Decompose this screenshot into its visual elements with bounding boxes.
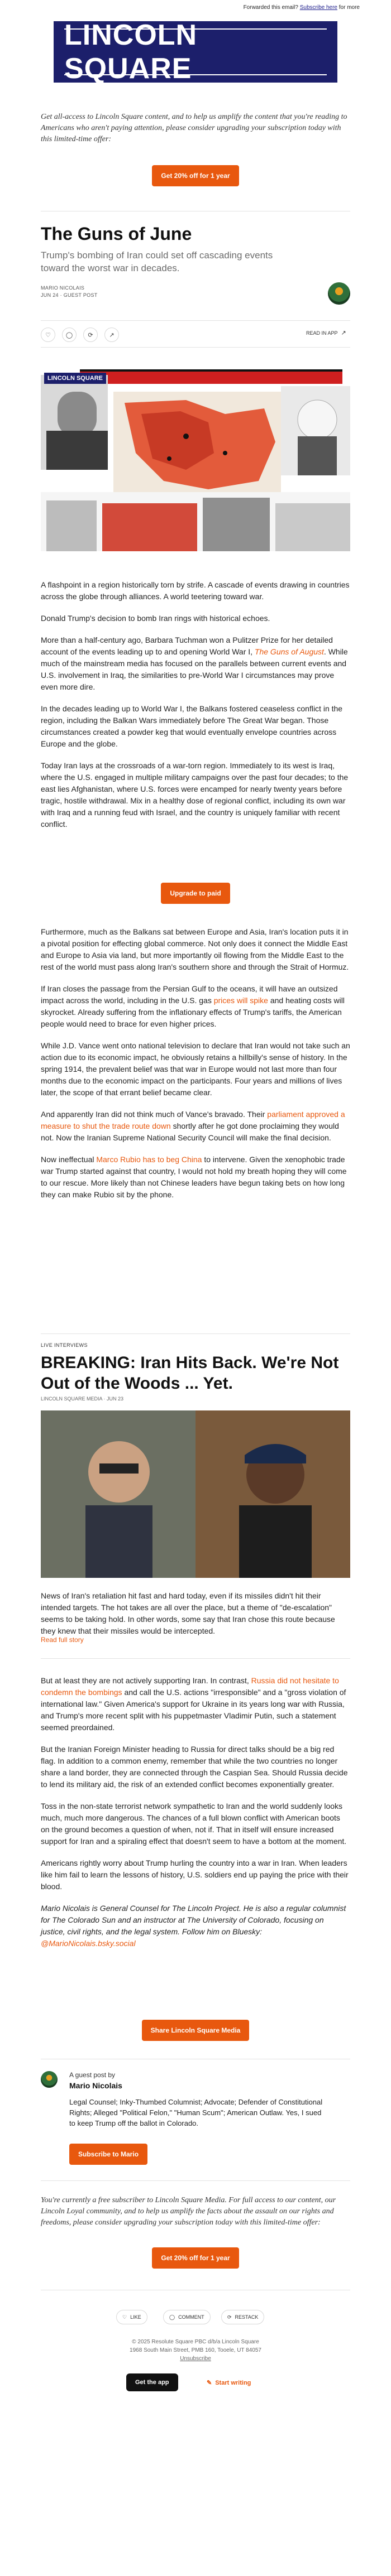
paragraph: If Iran closes the passage from the Persian Gulf to the oceans, it will have an outsized impact across the world, including in the U.S. gas prices will spike and heating costs will skyrocket. Already suffering from the inflationary effects of Trump's tariffs, the American people would need to brace for even higher prices. [41, 984, 345, 1028]
subscribe-to-author-button[interactable]: Subscribe to Mario [69, 2144, 147, 2165]
masthead-title: LINCOLN SQUARE [64, 19, 198, 85]
get-app-button[interactable]: Get the app [126, 2373, 178, 2391]
start-writing-button[interactable]: ✎ Start writing [207, 2379, 251, 2386]
paragraph: More than a half-century ago, Barbara Tuchman won a Pulitzer Prize for her detailed account of the events leading up to and opening World War I, The Guns of August. While much of the mainstream media has focused on the parallels between current events and U.S. involvement in Iraq, the similarities to pre-World War I circumstances may prove even more dire. [41, 635, 348, 691]
paragraph: But at least they are not actively supporting Iran. In contrast, Russia did not hesitate to condemn the bombings and call the U.S. actions "irresponsible" and a "gross violation of international law." Given America's support for Ukraine in its years long war with Russia, and Trump's more recent split with his puppetmaster Vladimir Putin, such a statement seemed preordained. [41, 1676, 346, 1732]
guest-bio: Legal Counsel; Inky-Thumbed Columnist; Advocate; Defender of Constitutional Rights; Alleged "Political Felon," "Human Scum"; American Outlaw. Yes, I sued to keep Trump off the ballot in Colorado. [69, 2098, 323, 2127]
guest-label: A guest post by [69, 2071, 116, 2079]
rubio-link[interactable]: Marco Rubio has to beg China [96, 1155, 202, 1164]
divider [41, 1658, 350, 1659]
paragraph: While J.D. Vance went onto national television to declare that Iran would not take such an action due to its economic impact, he obviously retains a hillbilly's sense of history. In the spring 1914, the prevalent belief was that war in Europe would not last more than four months due to the economic impact on the participants. Four years and millions of lives later, the scope of that errant belief became clear. [41, 1041, 350, 1097]
discount-button[interactable]: Get 20% off for 1 year [152, 165, 239, 186]
share-publication-button[interactable]: Share Lincoln Square Media [142, 2020, 250, 2041]
comment-icon[interactable]: ◯ [62, 328, 77, 342]
forwarded-notice: Forwarded this email? Subscribe here for more [243, 4, 360, 11]
footer-restack-button[interactable]: ⟳ RESTACK [221, 2310, 264, 2324]
divider [41, 1333, 350, 1334]
embed-label: LIVE INTERVIEWS [41, 1342, 88, 1348]
paragraph: Donald Trump's decision to bomb Iran rings with historical echoes. [41, 614, 270, 623]
embed-video-thumbnail[interactable] [41, 1410, 350, 1578]
interview-thumbnail [41, 1410, 350, 1578]
paragraph: A flashpoint in a region historically torn by strife. A cascade of events drawing in countries across the globe through alliances. A world teetering toward war. [41, 580, 350, 601]
post-title: The Guns of June [41, 224, 192, 244]
footer-legal [0, 2338, 391, 2363]
intro-text: Get all-access to Lincoln Square content, and to help us amplify the content that you're reading to Americans who aren't paying attention, please consider upgrading your subscription today with this limited-time offer: [41, 113, 347, 143]
footer-like-button[interactable]: ♡ LIKE [116, 2310, 147, 2324]
article-body [41, 579, 350, 830]
unsubscribe-link[interactable]: Unsubscribe [180, 2356, 211, 2362]
embed-title[interactable]: BREAKING: Iran Hits Back. We're Not Out of the Woods ... Yet. [41, 1354, 339, 1393]
embed-meta: LINCOLN SQUARE MEDIA · JUN 23 [41, 1396, 124, 1402]
copyright: © 2025 Resolute Square PBC d/b/a Lincoln Square [132, 2339, 259, 2345]
restack-icon[interactable]: ⟳ [83, 328, 98, 342]
paragraph: Today Iran lays at the crossroads of a war-torn region. Immediately to its west is Iraq, where the U.S. engaged in multiple military campaigns over the past four decades; to the east lies Afghanistan, where U.S. forces were encamped for nearly twenty years before tragic, hostile withdrawal. Mix in a healthy dose of regional conflict, including its own war with Iraq and a running feud with Israel, and the country is uniquely familiar with recent conflict. [41, 761, 349, 829]
paragraph: Now ineffectual Marco Rubio has to beg China to intervene. Given the xenophobic trade war Trump started against that country, I would not hold my breath hoping they will come to our rescue. More likely than not Chinese leaders have begun taking bets on how long they can make Rubio sit by the phone. [41, 1155, 347, 1199]
hero-collage [41, 369, 350, 551]
external-link-icon: ↗ [341, 330, 346, 336]
paragraph: But the Iranian Foreign Minister heading to Russia for direct talks should be a big red flag. In addition to a common enemy, remember that while the two countries no longer share a land border, they are connected through the Caspian Sea. Should Russia decide to lend its military aid, the risk of an extended conflict becomes exponentially greater. [41, 1745, 348, 1789]
paragraph: Furthermore, much as the Balkans sat between Europe and Asia, Iran's location puts it in a pivotal position for effecting global commerce. Not only does it connect the Middle East and Europe to Asia via land, but more importantly oil flowing from the Middle East to the rest of the world must pass along Iran's southern shore and through the Strait of Hormuz. [41, 927, 349, 971]
read-full-story-link[interactable]: Read full story [41, 1636, 84, 1644]
post-subtitle: Trump's bombing of Iran could set off cascading events toward the worst war in decades. [41, 250, 273, 273]
embed-excerpt: News of Iran's retaliation hit fast and hard today, even if its missiles didn't hit their intended targets. The hot takes are all over the place, but a theme of "de-escalation" seems to be taking hold. In other words, some say that Iran chose this route because they knew that their missiles would be intercepted. [41, 1591, 335, 1635]
outro-text: You're currently a free subscriber to Lincoln Square Media. For full access to our content, our Lincoln Loyal community, and to help us amplify the facts about the assault on our rights and freedoms, please consider upgrading your subscription today with this limited-time offer: [41, 2196, 336, 2227]
guest-name[interactable]: Mario Nicolais [69, 2081, 122, 2090]
article-body [41, 926, 350, 1201]
bluesky-link[interactable]: @MarioNicolais.bsky.social [41, 1939, 136, 1948]
share-icon[interactable]: ↗ [104, 328, 119, 342]
comment-icon: ◯ [169, 2314, 175, 2320]
divider [41, 320, 350, 321]
post-byline [41, 285, 98, 298]
discount-button-bottom[interactable]: Get 20% off for 1 year [152, 2247, 239, 2269]
read-in-app-button[interactable]: READ IN APP ↗ [306, 330, 346, 336]
publication-avatar[interactable] [328, 282, 350, 305]
hero-image [41, 369, 350, 551]
hero-badge: LINCOLN SQUARE [44, 373, 106, 384]
parliament-link[interactable]: parliament approved a measure to shut the trade route down [41, 1110, 345, 1130]
guns-of-august-link[interactable]: The Guns of August [254, 647, 324, 656]
paragraph: Toss in the non-state terrorist network sympathetic to Iran and the world suddenly looks much, much more dangerous. The chances of a full blown conflict with American boots on the ground becomes a question of when, not if. That in itself will ensure increased support for Iran and a spiraling effect that doesn't seem to have a bottom at the moment. [41, 1802, 347, 1846]
like-icon[interactable]: ♡ [41, 328, 55, 342]
heart-icon: ♡ [122, 2314, 127, 2320]
post-date: JUN 24 · GUEST POST [41, 292, 98, 298]
paragraph: And apparently Iran did not think much of Vance's bravado. Their parliament approved a measure to shut the trade route down shortly after he got done proclaiming they would not. Now the Iranian Supreme National Security Council will make the final decision. [41, 1110, 345, 1142]
masthead-logo[interactable] [54, 21, 337, 83]
article-body [41, 1675, 350, 1949]
pen-icon: ✎ [207, 2380, 212, 2386]
paragraph: Americans rightly worry about Trump hurling the country into a war in Iran. When leaders like him fail to learn the lessons of history, U.S. soldiers end up paying the price with their blood. [41, 1858, 349, 1891]
divider [41, 2180, 350, 2181]
author-bio: Mario Nicolais is General Counsel for The Lincoln Project. He is also a regular columnist for The Colorado Sun and an instructor at The University of Colorado, focusing on justice, civil rights, and the legal system. Follow him on Bluesky: @MarioNicolais.bsky.social [41, 1904, 346, 1948]
prices-spike-link[interactable]: prices will spike [213, 996, 268, 1005]
russia-link[interactable]: Russia did not hesitate to condemn the bombings [41, 1676, 339, 1697]
restack-icon: ⟳ [227, 2314, 232, 2320]
divider [41, 347, 350, 348]
subscribe-here-link[interactable]: Subscribe here [299, 4, 337, 11]
address: 1968 South Main Street, PMB 160, Tooele, UT 84057 [130, 2347, 261, 2353]
guest-avatar[interactable] [41, 2071, 58, 2088]
paragraph: In the decades leading up to World War I, the Balkans fostered ceaseless conflict in the region, including the Balkan Wars immediately before The Great War began. Those circumstances created a powder keg that would eventually envelope countries across Europe and the globe. [41, 704, 343, 748]
footer-comment-button[interactable]: ◯ COMMENT [163, 2310, 211, 2324]
upgrade-button[interactable]: Upgrade to paid [161, 883, 230, 904]
author-name[interactable]: MARIO NICOLAIS [41, 285, 85, 291]
